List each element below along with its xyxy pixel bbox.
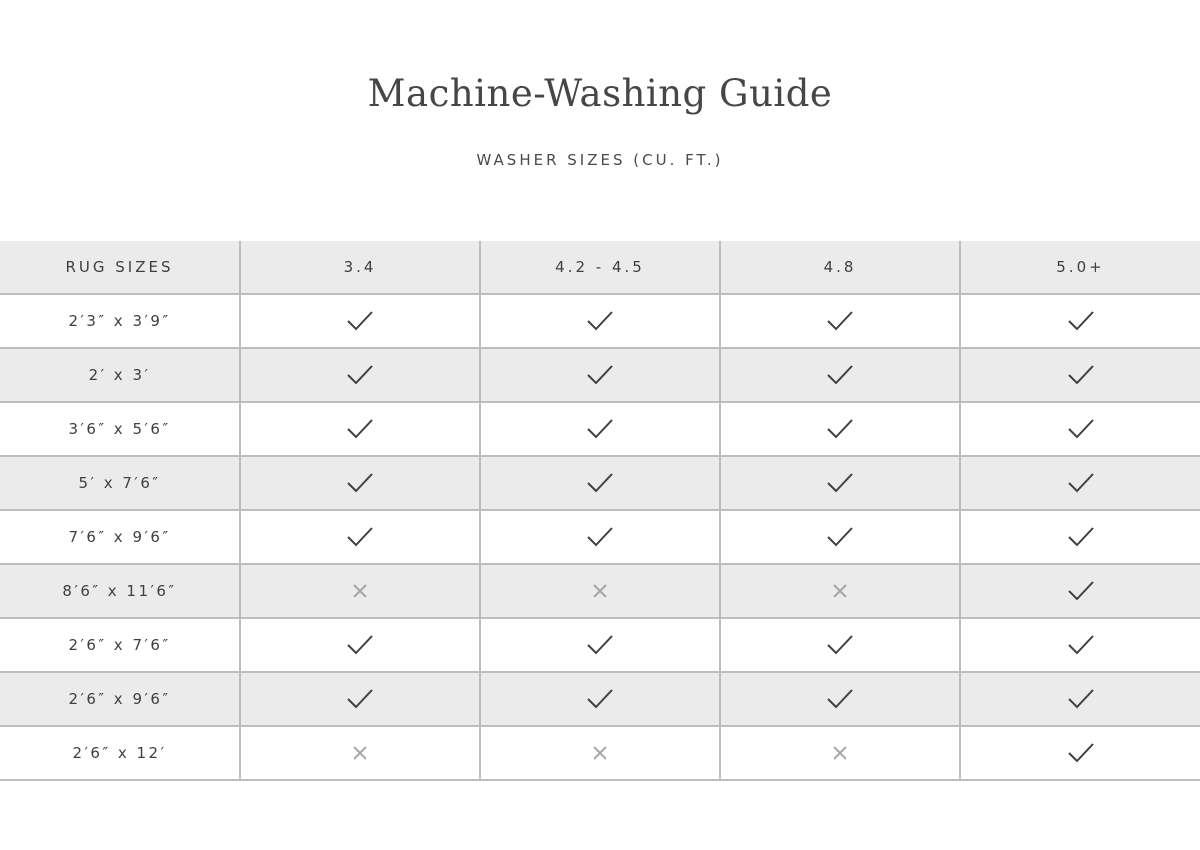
column-header-washer-size: 4.8 <box>720 241 960 294</box>
table-row <box>0 672 1200 726</box>
check-icon <box>240 456 480 510</box>
column-header-washer-size: 5.0+ <box>960 241 1200 294</box>
check-icon <box>480 618 720 672</box>
cross-icon <box>480 726 720 780</box>
check-icon <box>720 618 960 672</box>
check-icon <box>960 564 1200 618</box>
rug-size-cell: 2′6″ x 9′6″ <box>0 672 240 726</box>
check-icon <box>480 672 720 726</box>
column-header-washer-size: 4.2 - 4.5 <box>480 241 720 294</box>
check-icon <box>960 348 1200 402</box>
check-icon <box>720 456 960 510</box>
check-icon <box>960 456 1200 510</box>
table-row <box>0 564 1200 618</box>
check-icon <box>480 402 720 456</box>
header-row <box>0 241 1200 294</box>
check-icon <box>240 294 480 348</box>
check-icon <box>240 672 480 726</box>
check-icon <box>960 726 1200 780</box>
table-row <box>0 348 1200 402</box>
table-row <box>0 402 1200 456</box>
cross-icon <box>720 564 960 618</box>
rug-size-cell: 2′ x 3′ <box>0 348 240 402</box>
column-header-rug-sizes: RUG SIZES <box>0 241 240 294</box>
check-icon <box>480 510 720 564</box>
check-icon <box>720 402 960 456</box>
rug-size-cell: 8′6″ x 11′6″ <box>0 564 240 618</box>
check-icon <box>480 456 720 510</box>
check-icon <box>960 402 1200 456</box>
check-icon <box>720 672 960 726</box>
cross-icon <box>240 564 480 618</box>
check-icon <box>960 672 1200 726</box>
rug-size-cell: 5′ x 7′6″ <box>0 456 240 510</box>
rug-size-cell: 2′6″ x 7′6″ <box>0 618 240 672</box>
check-icon <box>720 294 960 348</box>
page-title: Machine-Washing Guide <box>367 72 833 115</box>
check-icon <box>960 618 1200 672</box>
table-body <box>0 294 1200 780</box>
column-header-washer-size: 3.4 <box>240 241 480 294</box>
table-row <box>0 294 1200 348</box>
rug-size-cell: 7′6″ x 9′6″ <box>0 510 240 564</box>
check-icon <box>960 510 1200 564</box>
check-icon <box>240 510 480 564</box>
cross-icon <box>480 564 720 618</box>
washing-guide-table <box>0 241 1200 781</box>
table-row <box>0 618 1200 672</box>
check-icon <box>960 294 1200 348</box>
check-icon <box>240 618 480 672</box>
check-icon <box>480 294 720 348</box>
table-row <box>0 510 1200 564</box>
check-icon <box>720 510 960 564</box>
check-icon <box>240 348 480 402</box>
check-icon <box>240 402 480 456</box>
check-icon <box>720 348 960 402</box>
cross-icon <box>240 726 480 780</box>
cross-icon <box>720 726 960 780</box>
check-icon <box>480 348 720 402</box>
table-row <box>0 456 1200 510</box>
rug-size-cell: 3′6″ x 5′6″ <box>0 402 240 456</box>
table-row <box>0 726 1200 780</box>
rug-size-cell: 2′3″ x 3′9″ <box>0 294 240 348</box>
washer-sizes-subtitle: WASHER SIZES (CU. FT.) <box>476 151 724 169</box>
rug-size-cell: 2′6″ x 12′ <box>0 726 240 780</box>
